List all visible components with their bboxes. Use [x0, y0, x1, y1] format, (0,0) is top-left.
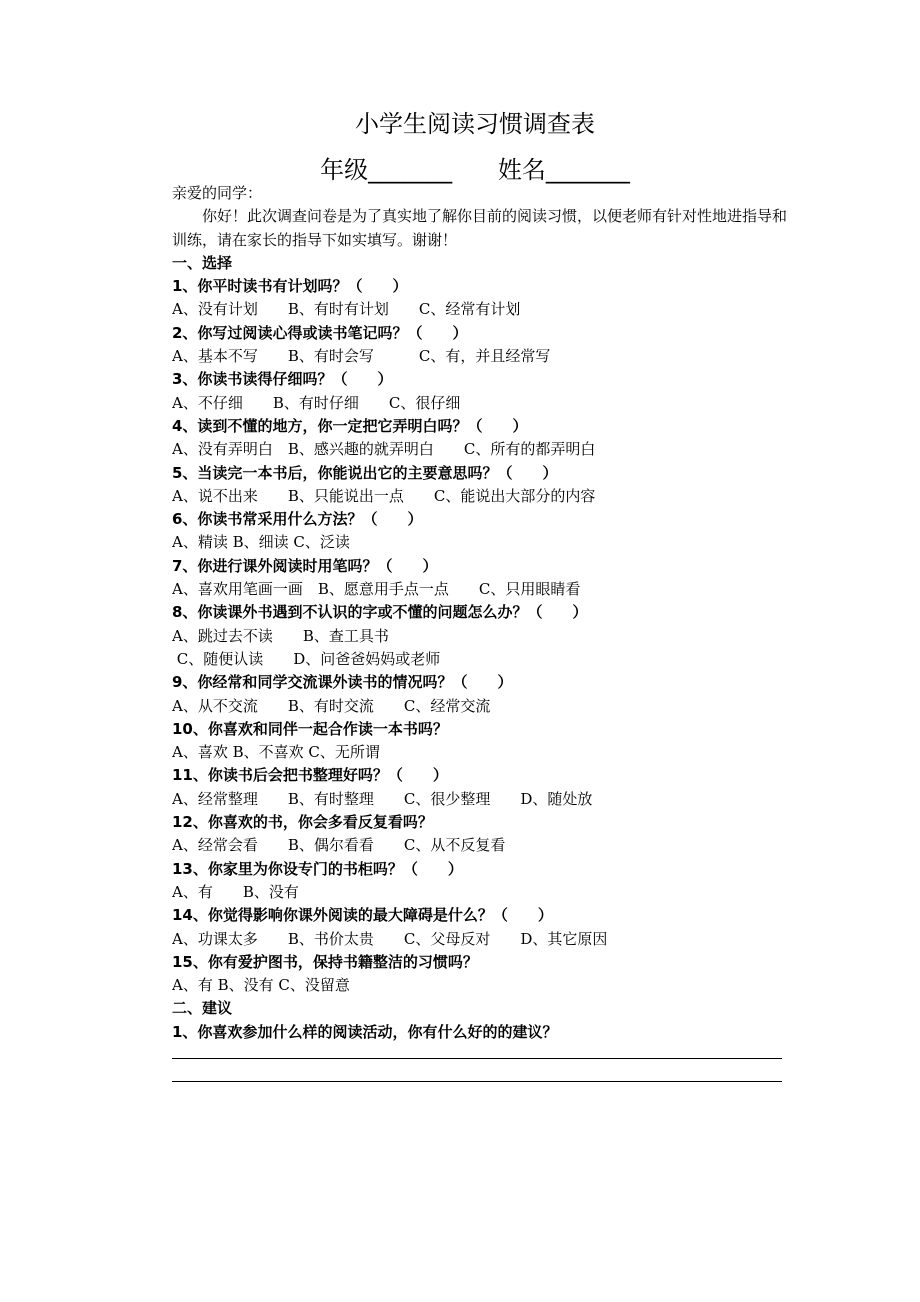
question-options[interactable]: A、不仔细 B、有时仔细 C、很仔细 [172, 393, 461, 412]
suggestion-question: 1、你喜欢参加什么样的阅读活动，你有什么好的的建议？ [172, 1022, 558, 1041]
question-options[interactable]: A、经常会看 B、偶尔看看 C、从不反复看 [172, 836, 506, 855]
question-options[interactable]: A、跳过去不读 B、查工具书 [172, 626, 389, 645]
name-blank[interactable]: _______ [545, 156, 630, 184]
grade-label: 年级 [320, 156, 369, 184]
question-text: 1、你平时读书有计划吗？（ ） [172, 277, 408, 296]
question-text: 2、你写过阅读心得或读书笔记吗？（ ） [172, 323, 468, 342]
name-label: 姓名 [497, 156, 546, 184]
section-heading-suggestion: 二、建议 [172, 999, 233, 1018]
grade-name-line [0, 150, 920, 185]
salutation: 亲爱的同学： [172, 184, 263, 202]
section-heading-choice: 一、选择 [172, 253, 233, 272]
answer-line[interactable] [172, 1081, 782, 1082]
question-text: 15、你有爱护图书，保持书籍整洁的习惯吗？ [172, 952, 478, 971]
question-options[interactable]: A、没有弄明白 B、感兴趣的就弄明白 C、所有的都弄明白 [172, 440, 596, 459]
question-text: 9、你经常和同学交流课外读书的情况吗？（ ） [172, 673, 513, 692]
page-title: 小学生阅读习惯调查表 [355, 110, 595, 138]
question-text: 14、你觉得影响你课外阅读的最大障碍是什么？（ ） [172, 906, 553, 925]
question-options[interactable]: A、经常整理 B、有时整理 C、很少整理 D、随处放 [172, 789, 593, 808]
question-text: 8、你读课外书遇到不认识的字或不懂的问题怎么办？（ ） [172, 603, 588, 622]
question-options[interactable]: A、基本不写 B、有时会写 C、有，并且经常写 [172, 347, 551, 366]
question-text: 4、读到不懂的地方，你一定把它弄明白吗？（ ） [172, 416, 528, 435]
question-options[interactable]: A、喜欢用笔画一画 B、愿意用手点一点 C、只用眼睛看 [172, 580, 581, 599]
question-options[interactable]: A、有 B、没有 [172, 882, 299, 901]
question-options[interactable]: A、从不交流 B、有时交流 C、经常交流 [172, 696, 491, 715]
question-text: 12、你喜欢的书，你会多看反复看吗？ [172, 813, 433, 832]
question-options[interactable]: A、有 B、没有 C、没留意 [172, 976, 350, 995]
survey-body [172, 182, 787, 1044]
question-text: 11、你读书后会把书整理好吗？（ ） [172, 766, 448, 785]
question-options[interactable]: C、随便认读 D、问爸爸妈妈或老师 [172, 649, 441, 668]
question-text: 7、你进行课外阅读时用笔吗？（ ） [172, 556, 438, 575]
question-text: 6、你读书常采用什么方法？（ ） [172, 510, 423, 529]
question-options[interactable]: A、说不出来 B、只能说出一点 C、能说出大部分的内容 [172, 486, 596, 505]
question-text: 3、你读书读得仔细吗？（ ） [172, 370, 393, 389]
question-options[interactable]: A、功课太多 B、书价太贵 C、父母反对 D、其它原因 [172, 929, 608, 948]
question-text: 13、你家里为你设专门的书柜吗？（ ） [172, 859, 463, 878]
answer-line[interactable] [172, 1058, 782, 1059]
question-text: 10、你喜欢和同伴一起合作读一本书吗？ [172, 719, 448, 738]
question-options[interactable]: A、没有计划 B、有时有计划 C、经常有计划 [172, 300, 521, 319]
grade-blank[interactable]: _______ [368, 156, 453, 184]
question-options[interactable]: A、精读 B、细读 C、泛读 [172, 533, 350, 552]
question-text: 5、当读完一本书后，你能说出它的主要意思吗？（ ） [172, 463, 558, 482]
question-list [172, 275, 787, 997]
intro-text: 你好！此次调查问卷是为了真实地了解你目前的阅读习惯，以便老师有针对性地进指导和训练，请在家长的指导下如实填写。谢谢！ [172, 207, 788, 249]
question-options[interactable]: A、喜欢 B、不喜欢 C、无所谓 [172, 743, 380, 762]
